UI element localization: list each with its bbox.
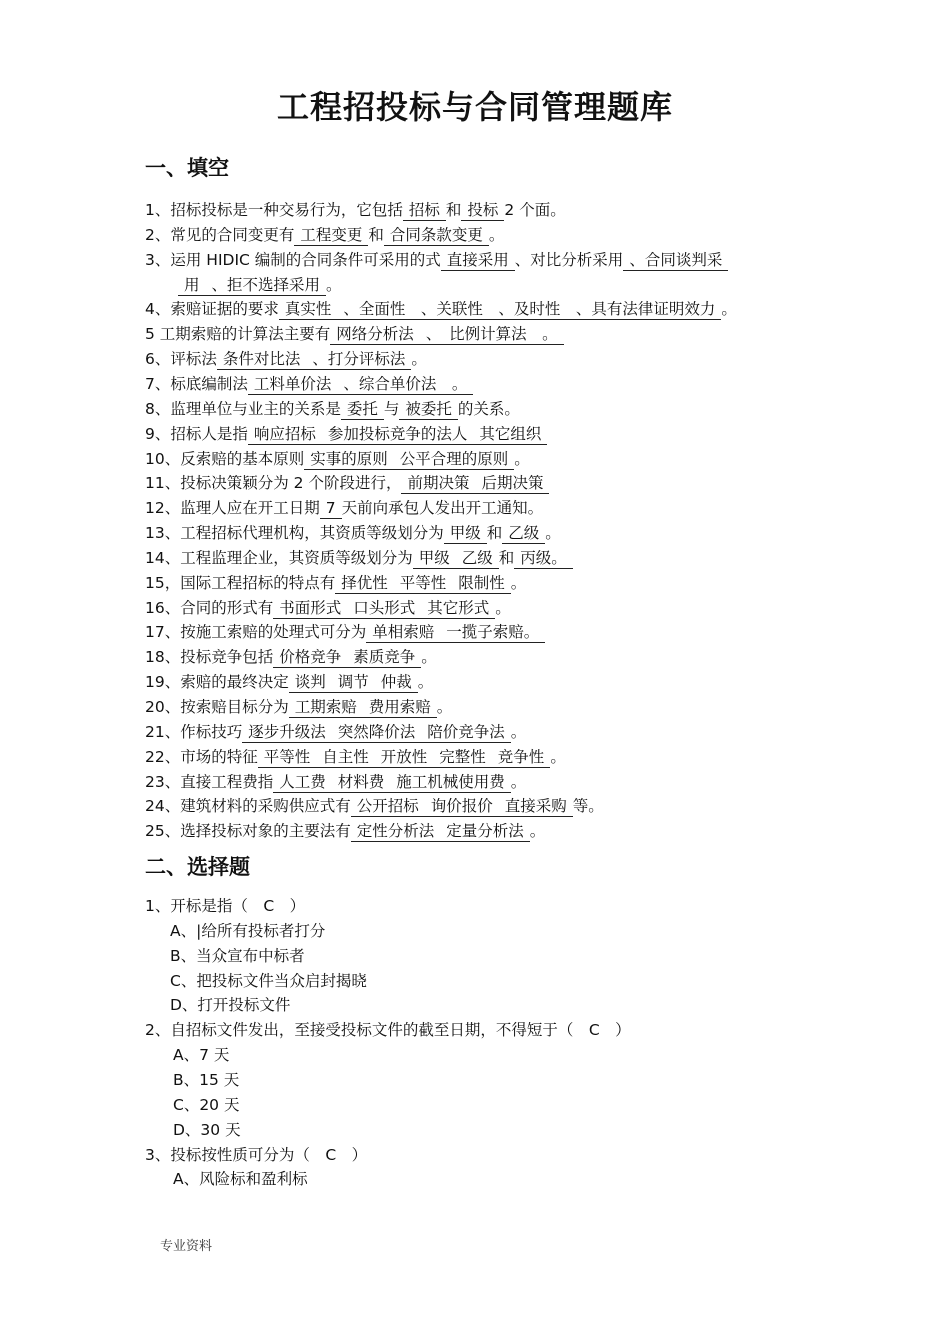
fill-text: 15，国际工程招标的特点有: [145, 573, 336, 592]
fill-item: [145, 225, 825, 245]
fill-text: 。: [514, 449, 530, 468]
blank-answer: 前期决策: [401, 474, 475, 494]
blank-answer: 平等性: [394, 574, 453, 594]
blank-answer: 、拒不选择采用: [206, 276, 327, 296]
fill-item: [145, 772, 825, 792]
fill-text: 9、招标人是指: [145, 424, 248, 443]
fill-text: 12、监理人应在开工日期: [145, 499, 320, 518]
blank-answer: 谈判: [289, 673, 332, 693]
answer-option: A、风险标和盈利标: [173, 1170, 308, 1189]
blank-answer: 单相索赔: [366, 623, 440, 643]
answer-option: C、把投标文件当众启封揭晓: [170, 971, 367, 990]
blank-answer: 定性分析法: [351, 822, 441, 842]
blank-answer: 费用索赔: [363, 698, 437, 718]
fill-text: 13、工程招标代理机构，其资质等级划分为: [145, 524, 444, 543]
fill-text: 24、建筑材料的采购供应式有: [145, 797, 351, 816]
blank-answer: 乙级: [502, 524, 545, 544]
fill-text: 4、索赔证据的要求: [145, 300, 279, 319]
fill-text: 。: [411, 350, 427, 369]
fill-item: [145, 200, 825, 220]
fill-item: [145, 573, 825, 593]
fill-item: [145, 498, 825, 518]
fill-text: 和: [368, 225, 384, 244]
fill-text: 。: [326, 275, 342, 294]
blank-answer: 直接采购: [499, 797, 573, 817]
fill-item: [145, 722, 825, 742]
blank-answer: 其它组织: [473, 425, 547, 445]
fill-text: 3、运用 HIDIC 编制的合同条件可采用的式: [145, 250, 441, 269]
fill-item: [145, 299, 825, 319]
blank-answer: 、全面性 、关联性 、及时性 、具有法律证明效力: [337, 300, 721, 320]
blank-answer: 实事的原则: [304, 450, 394, 470]
fill-text: 2、常见的合同变更有: [145, 225, 295, 244]
blank-answer: 开放性: [375, 748, 434, 768]
answer-option: B、15 天: [173, 1070, 240, 1089]
blank-answer: 人工费: [273, 773, 332, 793]
blank-answer: 、 比例计算法 。: [420, 325, 564, 345]
blank-answer: 其它形式: [421, 599, 495, 619]
fill-item: [145, 250, 825, 270]
fill-item: [178, 275, 858, 295]
fill-item: [145, 622, 825, 642]
blank-answer: 参加投标竞争的法人: [322, 425, 474, 445]
fill-item: [145, 349, 825, 369]
blank-answer: 陪价竞争法: [421, 723, 511, 743]
fill-item: [145, 324, 825, 344]
blank-answer: 逐步升级法: [242, 723, 332, 743]
blank-answer: 完整性: [433, 748, 492, 768]
fill-item: [145, 424, 825, 444]
fill-text: 8、监理单位与业主的关系是: [145, 399, 341, 418]
fill-text: 。: [721, 300, 737, 319]
fill-item: [145, 598, 825, 618]
fill-text: 18、投标竞争包括: [145, 648, 274, 667]
fill-text: 的关系。: [457, 399, 520, 418]
blank-answer: 公平合理的原则: [394, 450, 515, 470]
fill-text: 20、按索赔目标分为: [145, 698, 289, 716]
fill-text: 。: [510, 772, 527, 791]
fill-text: 14、工程监理企业，其资质等级划分为: [145, 548, 413, 567]
blank-answer: 突然降价法: [332, 723, 422, 743]
fill-item: [145, 747, 825, 767]
fill-text: 7、标底编制法: [145, 374, 248, 393]
fill-text: 11、投标决策颖分为 2 个阶段进行，: [145, 474, 402, 493]
blank-answer: 平等性: [258, 748, 317, 768]
fill-text: 。: [488, 225, 505, 244]
blank-answer: 7: [320, 499, 342, 519]
blank-answer: 价格竞争: [273, 648, 347, 668]
blank-answer: 甲级: [413, 549, 456, 569]
fill-text: 5 工期索赔的计算法主要有: [145, 325, 331, 344]
fill-text: 。: [510, 573, 527, 592]
fill-item: [145, 523, 825, 543]
blank-answer: 素质竞争: [347, 648, 421, 668]
blank-answer: 真实性: [279, 300, 338, 320]
fill-text: 和: [498, 548, 515, 567]
fill-item: [145, 796, 825, 816]
fill-item: [145, 399, 825, 419]
blank-answer: 网络分析法: [330, 325, 420, 345]
blank-answer: 、综合单价法 。: [337, 375, 473, 395]
answer-option: D、30 天: [173, 1120, 241, 1139]
fill-item: [145, 374, 825, 394]
blank-answer: 甲级: [444, 524, 487, 544]
blank-answer: 竞争性: [492, 748, 551, 768]
section-heading-choice: 二、选择题: [145, 855, 250, 879]
fill-item: [145, 697, 825, 717]
answer-option: B、当众宣布中标者: [170, 946, 305, 965]
blank-answer: 材料费: [332, 773, 391, 793]
fill-text: 23、直接工程费指: [145, 772, 274, 791]
fill-text: 。: [529, 822, 546, 841]
blank-answer: 委托: [341, 400, 384, 420]
blank-answer: 一揽子索赔。: [440, 623, 545, 643]
blank-answer: 用: [178, 276, 206, 296]
fill-text: 和: [486, 524, 503, 543]
answer-option: A、7 天: [173, 1046, 230, 1065]
blank-answer: 口头形式: [347, 599, 421, 619]
blank-answer: 定量分析法: [440, 822, 530, 842]
fill-text: 6、评标法: [145, 350, 217, 369]
blank-answer: 公开招标: [351, 797, 425, 817]
page-title: 工程招投标与合同管理题库: [276, 88, 673, 126]
blank-answer: 限制性: [452, 574, 511, 594]
fill-text: 。: [550, 747, 566, 766]
blank-answer: 响应招标: [248, 425, 322, 445]
fill-item: [145, 449, 825, 469]
fill-text: 19、索赔的最终决定: [145, 673, 289, 692]
fill-item: [145, 672, 825, 692]
section-heading-fill: 一、填空: [145, 156, 229, 180]
fill-text: 1、招标投标是一种交易行为，它包括: [145, 201, 403, 219]
fill-text: 25、选择投标对象的主要法有: [145, 822, 351, 841]
fill-text: 与: [383, 399, 400, 418]
fill-text: 、对比分析采用: [514, 250, 624, 269]
answer-option: D、打开投标文件: [170, 996, 291, 1015]
blank-answer: 丙级。: [514, 549, 573, 569]
blank-answer: 工程变更: [294, 226, 368, 246]
blank-answer: 工料单价法: [248, 375, 338, 395]
blank-answer: 仲裁: [375, 673, 418, 693]
fill-item: [145, 647, 825, 667]
fill-text: 。: [495, 598, 511, 617]
fill-text: 等。: [572, 797, 604, 816]
fill-text: 22、市场的特征: [145, 747, 258, 766]
blank-answer: 直接采用: [441, 251, 515, 271]
fill-text: 。: [417, 673, 434, 692]
fill-text: 21、作标技巧: [145, 722, 243, 741]
blank-answer: 条件对比法: [217, 350, 307, 370]
blank-answer: 招标: [403, 201, 446, 221]
blank-answer: 、打分评标法: [306, 350, 411, 370]
blank-answer: 投标: [461, 201, 504, 221]
answer-option: A、|给所有投标者打分: [170, 921, 326, 940]
fill-text: 。: [421, 648, 437, 667]
question: 2、自招标文件发出，至接受投标文件的截至日期，不得短于（ C ）: [145, 1021, 631, 1040]
fill-item: [145, 473, 825, 493]
fill-item: [145, 548, 825, 568]
fill-text: 天前向承包人发出开工通知。: [341, 499, 544, 518]
fill-text: 。: [436, 698, 453, 716]
blank-answer: 书面形式: [273, 599, 347, 619]
page-footer: 专业资料: [160, 1239, 213, 1254]
fill-text: 。: [510, 722, 527, 741]
question: 1、开标是指（ C ）: [145, 897, 306, 915]
fill-text: 17、按施工索赔的处理式可分为: [145, 623, 367, 642]
fill-text: 和: [445, 201, 462, 219]
fill-text: 10、反索赔的基本原则: [145, 449, 305, 468]
blank-answer: 工期索赔: [289, 698, 363, 718]
blank-answer: 自主性: [316, 748, 375, 768]
answer-option: C、20 天: [173, 1095, 240, 1114]
blank-answer: 后期决策: [475, 474, 549, 494]
fill-text: 2 个面。: [504, 201, 566, 219]
blank-answer: 施工机械使用费: [390, 773, 511, 793]
question: 3、投标按性质可分为（ C ）: [145, 1145, 368, 1164]
blank-answer: 询价报价: [425, 797, 499, 817]
blank-answer: 、合同谈判采: [623, 251, 728, 271]
blank-answer: 被委托: [399, 400, 458, 420]
fill-text: 。: [545, 524, 561, 543]
blank-answer: 乙级: [456, 549, 499, 569]
blank-answer: 调节: [332, 673, 375, 693]
fill-item: [145, 821, 825, 841]
blank-answer: 择优性: [335, 574, 394, 594]
fill-text: 16、合同的形式有: [145, 598, 274, 617]
blank-answer: 合同条款变更: [384, 226, 489, 246]
